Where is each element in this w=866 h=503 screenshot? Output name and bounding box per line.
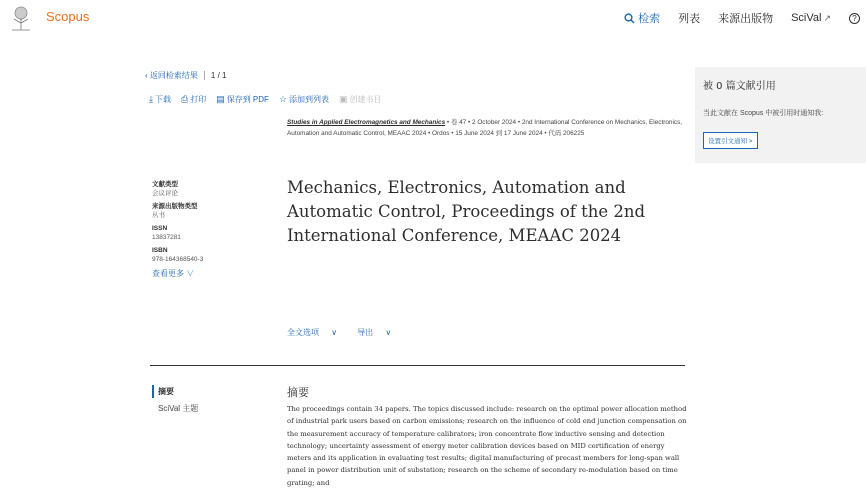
pdf-icon: ▤	[216, 94, 225, 104]
nav-search[interactable]	[624, 10, 660, 26]
divider	[204, 71, 205, 80]
print-label: 打印	[190, 95, 207, 104]
doc-type-label: 文献类型	[152, 181, 178, 188]
add-to-list-button[interactable]	[279, 94, 329, 105]
show-more-label: 查看更多	[152, 269, 184, 278]
source-details: • 卷 47 • 2 October 2024 • 2nd International Conference on Mechanics, Electronics, Automation and Automatic Control, MEAAC 2024 • Ordos • 15 June 2024 到 17 June 2024 • 代码 206225	[287, 119, 683, 137]
nav-scival[interactable]	[791, 12, 831, 24]
citation-alert-text: 当此文献在 Scopus 中被引用时通知我:	[703, 110, 824, 117]
fulltext-options-label: 全文选项	[287, 328, 319, 337]
source-type-label: 来源出版物类型	[152, 203, 198, 210]
doc-type-value: 会议评论	[152, 190, 178, 197]
help-icon[interactable]: ?	[849, 13, 860, 24]
result-pager: 1 / 1	[210, 71, 227, 80]
document-title: Mechanics, Electronics, Automation and Automatic Control, Proceedings of the 2nd International Conference, MEAAC 2024	[287, 178, 646, 245]
save-pdf-button[interactable]	[216, 94, 269, 105]
isbn-value: 978-164368540-3	[152, 256, 204, 263]
section-nav	[152, 385, 198, 414]
top-navigation	[624, 10, 866, 26]
journal-link[interactable]: Studies in Applied Electromagnetics and Mechanics	[287, 119, 446, 126]
download-icon: ⤓	[149, 94, 153, 104]
source-type-value: 丛书	[152, 212, 165, 219]
nav-lists[interactable]: 列表	[678, 13, 701, 25]
chevron-down-icon: ∨	[186, 269, 195, 278]
bibliography-icon: ▣	[339, 94, 348, 104]
fulltext-options-link[interactable]	[287, 327, 347, 338]
export-link[interactable]	[357, 327, 401, 338]
chevron-down-icon: ∨	[331, 328, 338, 337]
nav-search-label: 检索	[638, 13, 661, 25]
document-actions	[149, 94, 392, 105]
set-citation-alert-button[interactable]: 设置引文通知 >	[703, 132, 758, 149]
external-link-icon: ↗	[823, 12, 831, 23]
chevron-down-icon: ∨	[385, 328, 392, 337]
download-button[interactable]	[149, 94, 171, 105]
elsevier-tree-logo[interactable]	[8, 6, 34, 32]
export-label: 导出	[357, 328, 374, 337]
cited-by-panel	[695, 67, 866, 163]
section-nav-scival-topics[interactable]: SciVal 主题	[158, 404, 199, 413]
back-to-results-label: 返回检索结果	[149, 71, 198, 80]
issn-label: ISSN	[152, 225, 168, 232]
back-to-results-link[interactable]: ‹ 返回检索结果	[145, 71, 198, 80]
search-icon	[624, 13, 635, 24]
save-pdf-label: 保存到 PDF	[226, 95, 269, 104]
abstract-heading: 摘要	[287, 386, 309, 399]
show-more-link[interactable]	[152, 268, 203, 279]
abstract-text: The proceedings contain 34 papers. The topics discussed include: research on the optimal power allocation method of industrial park users based on carbon emissions; research on the influence of cold end junction compensation on the measurement accuracy of temperature calibrators; iron concentrate flow inductive sensing and detection technology; uncertainty assessment of energy meter calibration devices based on MID certification of energy meters and its application in evaluating test results; digital manufacturing of precast members for long-span wall panel in power distribution unit of substation; research on the scheme of secondary re-modulation based on time grating; and	[287, 405, 687, 487]
download-label: 下载	[154, 95, 171, 104]
section-divider	[150, 365, 685, 366]
cited-by-heading: 被 0 篇文献引用	[703, 81, 776, 92]
fulltext-export-row	[287, 327, 411, 338]
add-to-list-label: 添加到列表	[289, 95, 330, 104]
nav-scival-label: SciVal	[791, 12, 822, 24]
create-bibliography-button[interactable]	[339, 94, 382, 105]
back-row	[145, 70, 226, 81]
top-header	[0, 0, 866, 38]
document-metadata	[152, 180, 203, 279]
create-bib-label: 创建书目	[349, 95, 382, 104]
isbn-label: ISBN	[152, 247, 168, 254]
issn-value: 13837281	[152, 234, 181, 241]
section-nav-abstract[interactable]: 摘要	[152, 385, 198, 398]
source-info	[287, 117, 687, 139]
printer-icon: ⎙	[180, 94, 189, 104]
print-button[interactable]	[181, 94, 206, 105]
star-icon: ☆	[278, 94, 288, 104]
nav-sources[interactable]: 来源出版物	[718, 13, 774, 25]
scopus-brand[interactable]: Scopus	[46, 9, 90, 24]
